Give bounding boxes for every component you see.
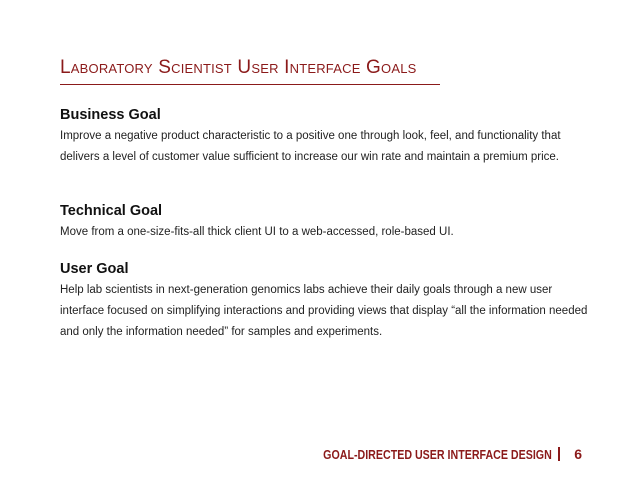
user-goal-text: Help lab scientists in next-generation genomics labs achieve their daily goals through a new user interface focused on simplifying interactions and providing views that display “all the information needed and only the information needed” for samples and experiments. (60, 284, 588, 338)
user-goal-heading: User Goal (60, 261, 129, 277)
footer-divider (558, 447, 560, 461)
technical-goal-text: Move from a one-size-fits-all thick client UI to a web-accessed, role-based UI. (60, 226, 454, 238)
technical-goal-heading: Technical Goal (60, 203, 163, 219)
user-goal-section (60, 258, 590, 343)
business-goal-text: Improve a negative product characteristic to a positive one through look, feel, and functionality that delivers a level of customer value sufficient to increase our win rate and maintain a premium price. (60, 130, 561, 163)
footer-label: GOAL-DIRECTED USER INTERFACE DESIGN (323, 446, 553, 462)
page-title: Laboratory Scientist User Interface Goals (60, 57, 417, 78)
business-goal-heading: Business Goal (60, 107, 161, 123)
footer (273, 446, 582, 462)
technical-goal-section (60, 200, 590, 243)
business-goal-section (60, 104, 590, 168)
title-underline (60, 84, 440, 85)
page-number: 6 (574, 446, 582, 462)
